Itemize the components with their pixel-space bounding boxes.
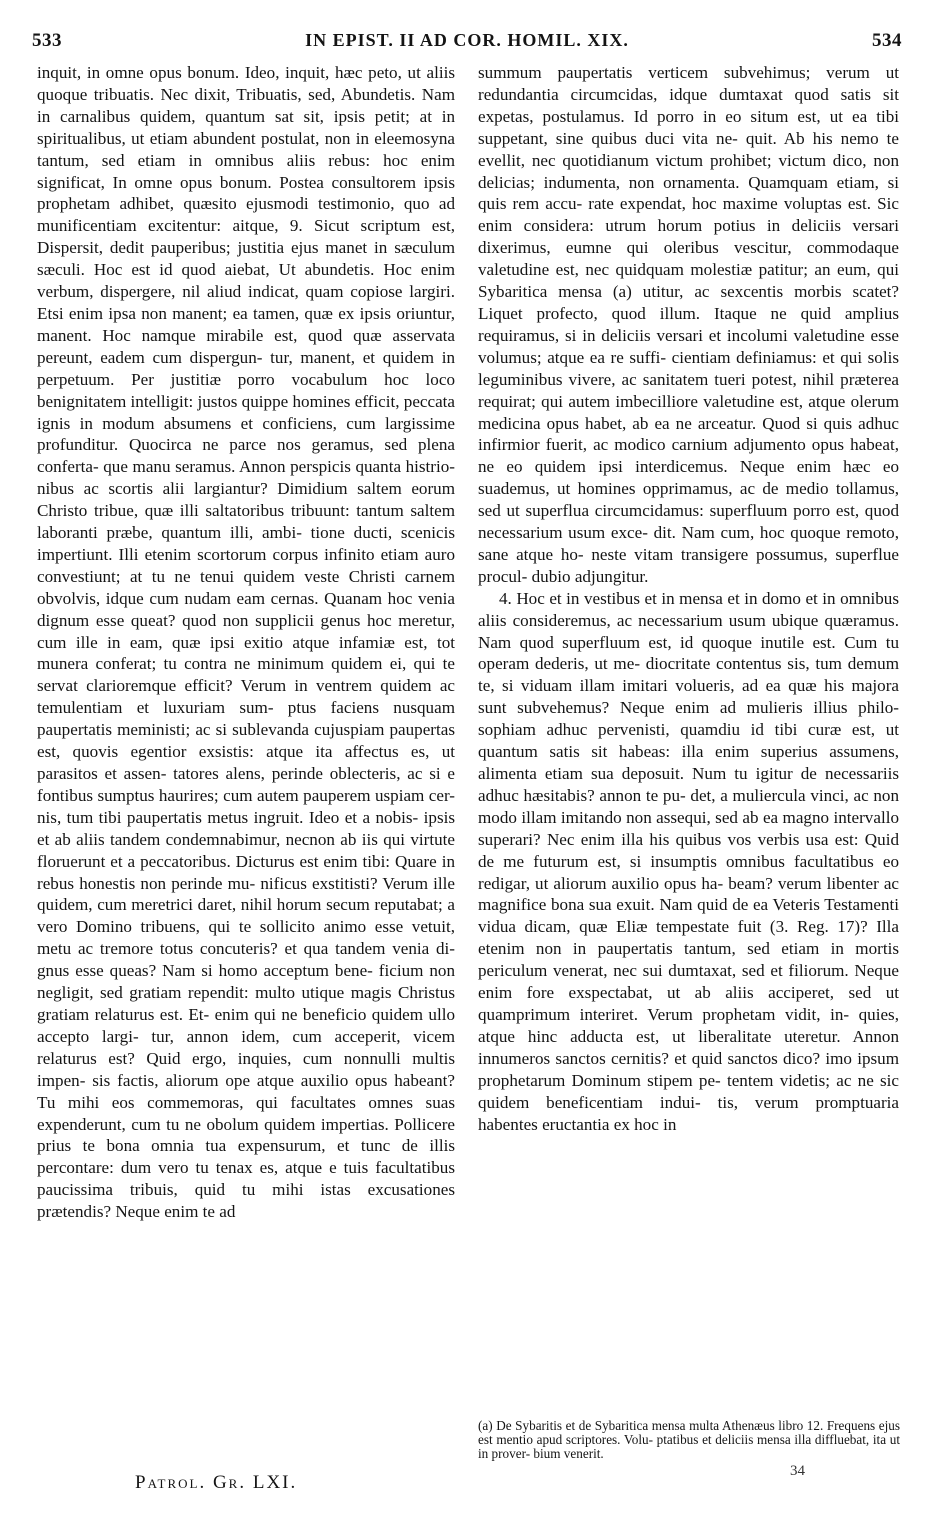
- page-number-left: 533: [32, 30, 62, 51]
- left-paragraph-1: inquit, in omne opus bonum. Ideo, inquit, hæc peto, ut aliis quoque tribuatis. Nec dixit, Tribuatis, sed, Abundetis. Nam in carnalibus quidem, quantum sat sit, ipsis petit; at in spiritualibus, ut etiam abundent postulat, non in eleemosyna tantum, sed etiam in omnibus aliis rebus: hoc enim significat, In omne opus bonum. Postea consultorem ipsis prophetam adhibet, quæsito ejusmodi testimonio, quo ad munificentiam excitentur: aitque, 9. Sicut scriptum est, Dispersit, dedit pauperibus; justitia ejus manet in sæculum sæculi. Hoc est id quod aiebat, Ut abundetis. Hoc enim verbum, dispergere, nil aliud indicat, quam copiose largiri. Etsi enim ipsa non manent; ea tamen, quæ ex ipsis oriuntur, manent. Hoc namque mirabile est, quod quæ asservata pereunt, eadem cum dispergun- tur, manent, et quidem in perpetuum. Per justitiæ porro vocabulum hoc loco benignitatem intelligit: justos quippe homines efficit, peccata ignis in modum absumens et conficiens, cum largissime profunditur. Quocirca ne parce nos geramus, sed plena conferta- que manu seramus. Annon perspicis quanta histrio- nibus ac scortis alii largiantur? Dimidium saltem eorum Christo tribue, quæ illi saltatoribus tribuunt: tantum saltem laboranti præbe, quantum illi, ambi- tione ducti, scenicis impertiunt. Illi etenim scortorum corpus infinito etiam auro convestiunt; at tu ne tenui quidem veste Christi carnem obvolvis, idque cum nudam eam cernas. Quanam hoc venia dignum esse queat? quod non supplicii genus hoc meretur, cum ille in eam, quæ ipsi exitio atque infamiæ est, tot munera conferat; tu contra ne minimum quidem ei, qui te servat clarioremque efficit? Verum in ventrem quidem ac temulentiam et luxuriam sum- ptus faciens nusquam paupertatis meministi; ac si sublevanda cujuspiam paupertas est, quovis egentior exsistis: atque ita affectus es, ut parasitos et assen- tatores alens, perinde oblecteris, ac si e fontibus sumptus haurires; cum autem pauperem uspiam cer- nis, tum tibi paupertatis metus ingruit. Ideo et a nobis- ipsis et ab aliis tandem condemnabimur, necnon ab iis qui virtute floruerunt et a peccatoribus. Dicturus est enim tibi: Quare in rebus honestis non perinde mu- nificus exstitisti? Verum ille quidem, cum meretrici daret, nihil horum secum reputabat; a vero Domino tribuens, qui te sollicito animo esse vetuit, metu ac tremore totus concuteris? et qua tandem venia di- gnus esse queas? Nam si homo acceptum bene- ficium non negligit, sed gratiam rependit: multo utique magis Christus gratiam relaturus est. Et- enim qui ne beneficio quidem ullo accepto largi- tur, annon idem, cum acceperit, vicem relaturus est? Quid ergo, inquies, cum nonnulli multis impen- sis factis, aliorum ope atque auxilio opus habeant? Tu mihi eos commemoras, qui facultates omnes suas expenderunt, cum tu ne obolum quidem impertias. Pollicere prius te bona omnia tua expensurum, et tunc de illis percontare: dum vero tu tenax es, atque e tuis facultatibus paucissima tribuis, quid tu mihi istas excusationes prætendis? Neque enim te ad: [37, 63, 455, 1222]
- footnote: (a) De Sybaritis et de Sybaritica mensa multa Athenæus libro 12. Frequens ejus est mentio apud scriptores. Volu- ptatibus et deliciis mensa illa diffluebat, ita ut in prover- bium venerit.: [478, 1418, 900, 1462]
- right-paragraph-2: 4. Hoc et in vestibus et in mensa et in domo et in omnibus aliis consideremus, ac necessarium usum ubique quæramus. Nam quod superfluum est, id quoque inutile est. Cum tu operam dederis, ut me- diocritate contentus sis, tum demum te, si viduam illam imitari volueris, ad ea quæ his majora sunt subvehemus? Neque enim ad mulieris illius philo- sophiam adhuc pervenisti, quamdiu id tibi curæ est, ut quantum satis sit habeas: illa enim superius assumens, alimenta etiam sua deposuit. Num tu igitur de necessariis adhuc hæsitabis? annon te pu- det, a muliercula vinci, ac non modo illam imitando non assequi, sed ab ea magno intervallo superari? Nec enim illa his quibus vos verbis usa est: Quid de me futurum est, si insumptis omnibus facultatibus eo redigar, ut aliorum auxilio opus ha- beam? verum libenter ac magnifice bona sua exuit. Nam quid de ea Veteris Testamenti vidua dicam, quæ Eliæ tempestate fuit (3. Reg. 17)? Illa etenim non in paupertatis tantum, sed etiam in mortis periculum venerat, nec sui dumtaxat, sed et filiorum. Neque enim fore exspectabat, ut ab aliis acciperet, sed ut quamprimum interiret. Verum prophetam vidit, in- quies, atque hinc adducta est, ut liberalitate uteretur. Annon innumeros sanctos cernitis? et quid sanctos dico? imo ipsum prophetarum Dominum stipem pe- tentem videtis; ac ne sic quidem beneficentiam indui- tis, verum promptuaria habentes eructantia ex hoc in: [478, 588, 899, 1134]
- right-paragraph-1: summum paupertatis verticem subvehimus; verum ut redundantia circumcidas, idque dumtaxat quod satis sit expetas, postulamus. Id porro in eo situm est, ut ea tibi suppetant, sine quibus duci vita ne- quit. Ab his nemo te evellit, nec quotidianum victum prohibet; victum dico, non delicias; indumenta, non ornamenta. Quamquam etiam, si quis rem accu- rate expendat, hoc maxime voluptas est. Sic enim considera: utrum horum potius in deliciis versari dixerimus, eumne qui oleribus vescitur, commodaque valetudine est, nec quidquam molestiæ patitur; an eum, qui Sybaritica mensa (a) utitur, ac sexcentis morbis scatet? Liquet profecto, quod illum. Itaque ne quid amplius requiramus, si in deliciis versari et incolumi valetudine esse volumus; atque ea re suffi- cientiam definiamus: et qui solis leguminibus vivere, ac sanitatem tueri potest, nihil præterea requirat; qui autem imbecilliore valetudine est, atque olerum medicina opus habet, ab ea ne arceatur. Quod si quis adhuc infirmior fuerit, ac modico carnium adjumento opus habeat, ne eo quidem ipsi interdicemus. Neque enim hæc eo suademus, ut homines opprimamus, ac de medio tollamus, sed ut superflua circumcidamus: superfluum porro est, quod necessarium usum exce- dit. Nam cum, hoc quoque remoto, sane atque ho- neste vitam transigere possumus, superflue procul- dubio adjungitur.: [478, 63, 899, 586]
- running-title: IN EPIST. II AD COR. HOMIL. XIX.: [305, 30, 629, 50]
- footer-collection: Patrol. Gr. LXI.: [135, 1472, 298, 1493]
- right-column: [478, 62, 899, 1135]
- running-header: [32, 30, 902, 58]
- signature-mark: 34: [790, 1463, 805, 1479]
- page-number-right: 534: [872, 30, 902, 51]
- left-column: [37, 62, 455, 1223]
